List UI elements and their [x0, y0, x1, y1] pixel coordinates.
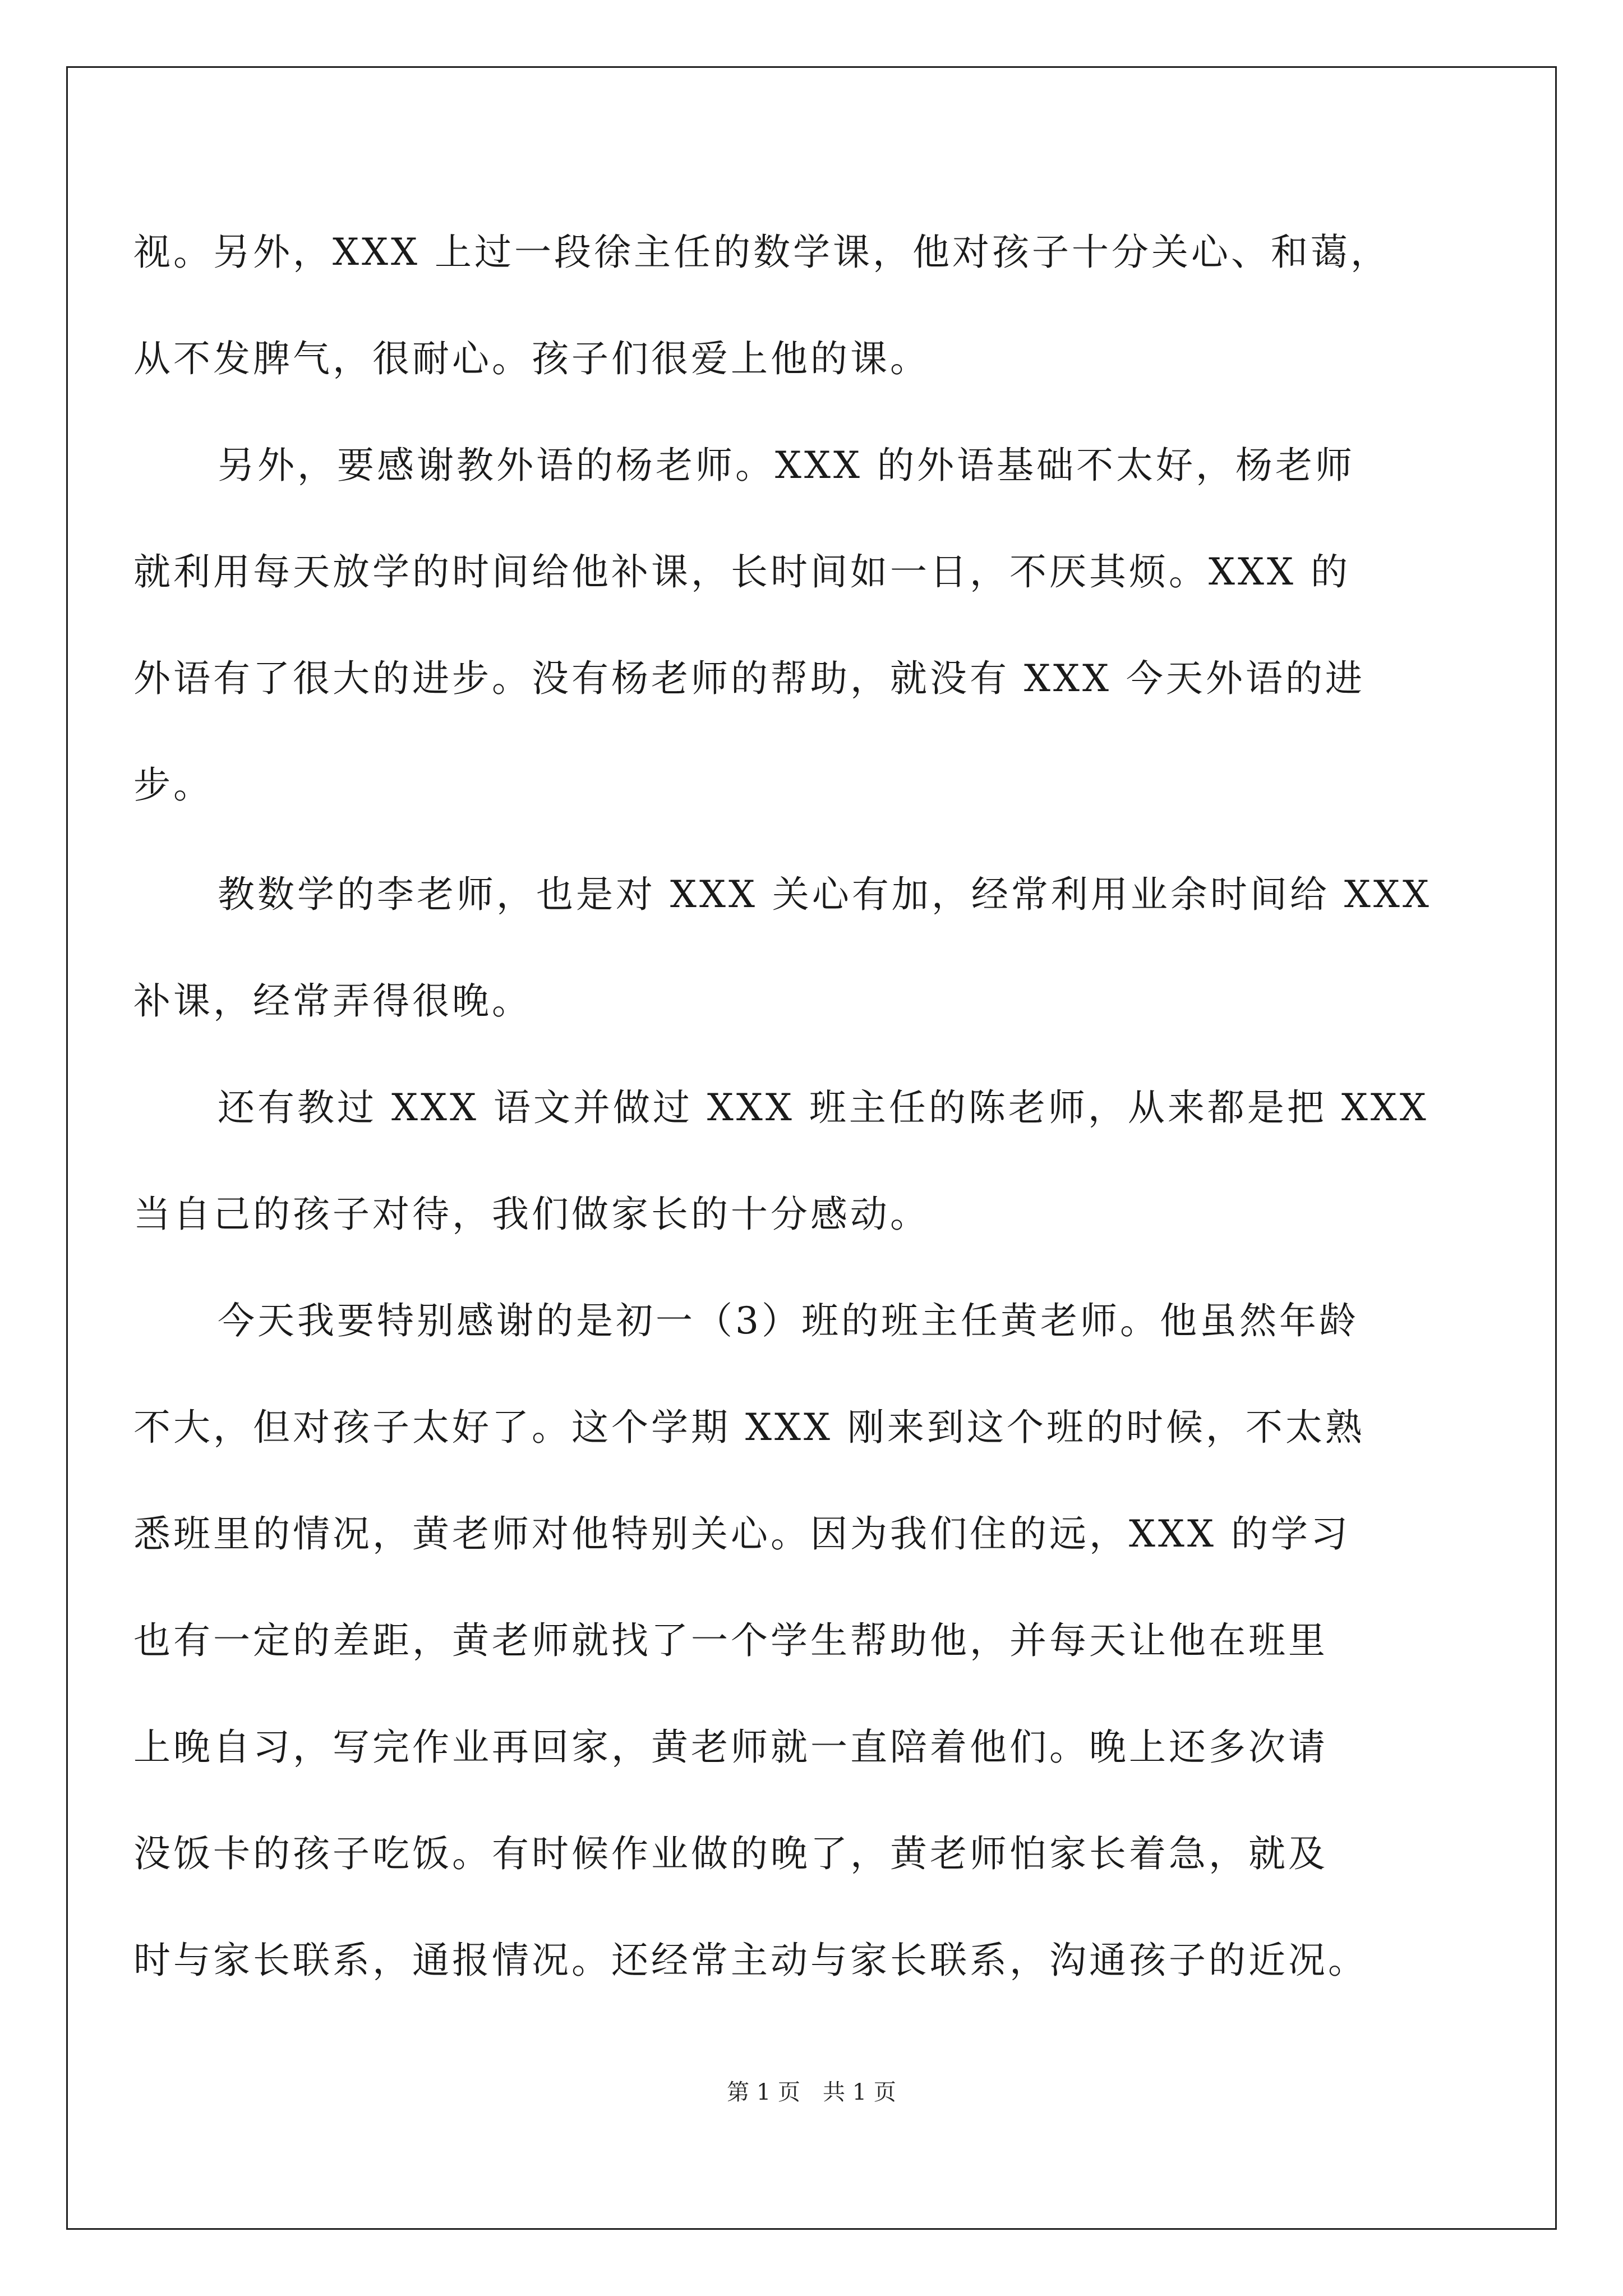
text-line: 还有教过 XXX 语文并做过 XXX 班主任的陈老师，从来都是把 XXX [218, 1086, 1429, 1129]
text-line: 不大，但对孩子太好了。这个学期 XXX 刚来到这个班的时候，不太熟 [133, 1406, 1365, 1449]
text-line: 没饭卡的孩子吃饭。有时候作业做的晚了，黄老师怕家长着急，就及 [133, 1832, 1328, 1875]
text-line: 教数学的李老师，也是对 XXX 关心有加，经常利用业余时间给 XXX [218, 873, 1432, 916]
text-line: 时与家长联系，通报情况。还经常主动与家长联系，沟通孩子的近况。 [133, 1939, 1368, 1982]
text-line: 从不发脾气，很耐心。孩子们很爱上他的课。 [133, 337, 930, 380]
page-frame [66, 66, 1557, 2230]
text-line: 就利用每天放学的时间给他补课，长时间如一日，不厌其烦。XXX 的 [133, 550, 1350, 593]
text-line: 上晚自习，写完作业再回家，黄老师就一直陪着他们。晚上还多次请 [133, 1726, 1328, 1769]
text-line: 另外，要感谢教外语的杨老师。XXX 的外语基础不太好，杨老师 [218, 444, 1355, 487]
text-line: 也有一定的差距，黄老师就找了一个学生帮助他，并每天让他在班里 [133, 1619, 1328, 1662]
text-line: 当自己的孩子对待，我们做家长的十分感动。 [133, 1193, 930, 1236]
text-line: 补课，经常弄得很晚。 [133, 979, 532, 1023]
text-line: 视。另外，XXX 上过一段徐主任的数学课，他对孩子十分关心、和蔼， [133, 231, 1390, 274]
text-line: 悉班里的情况，黄老师对他特别关心。因为我们住的远，XXX 的学习 [133, 1512, 1350, 1556]
page-number-footer: 第 1 页 共 1 页 [727, 2079, 896, 2105]
text-line: 步。 [133, 763, 213, 807]
text-line: 外语有了很大的进步。没有杨老师的帮助，就没有 XXX 今天外语的进 [133, 657, 1365, 700]
text-line: 今天我要特别感谢的是初一（3）班的班主任黄老师。他虽然年龄 [218, 1299, 1359, 1342]
